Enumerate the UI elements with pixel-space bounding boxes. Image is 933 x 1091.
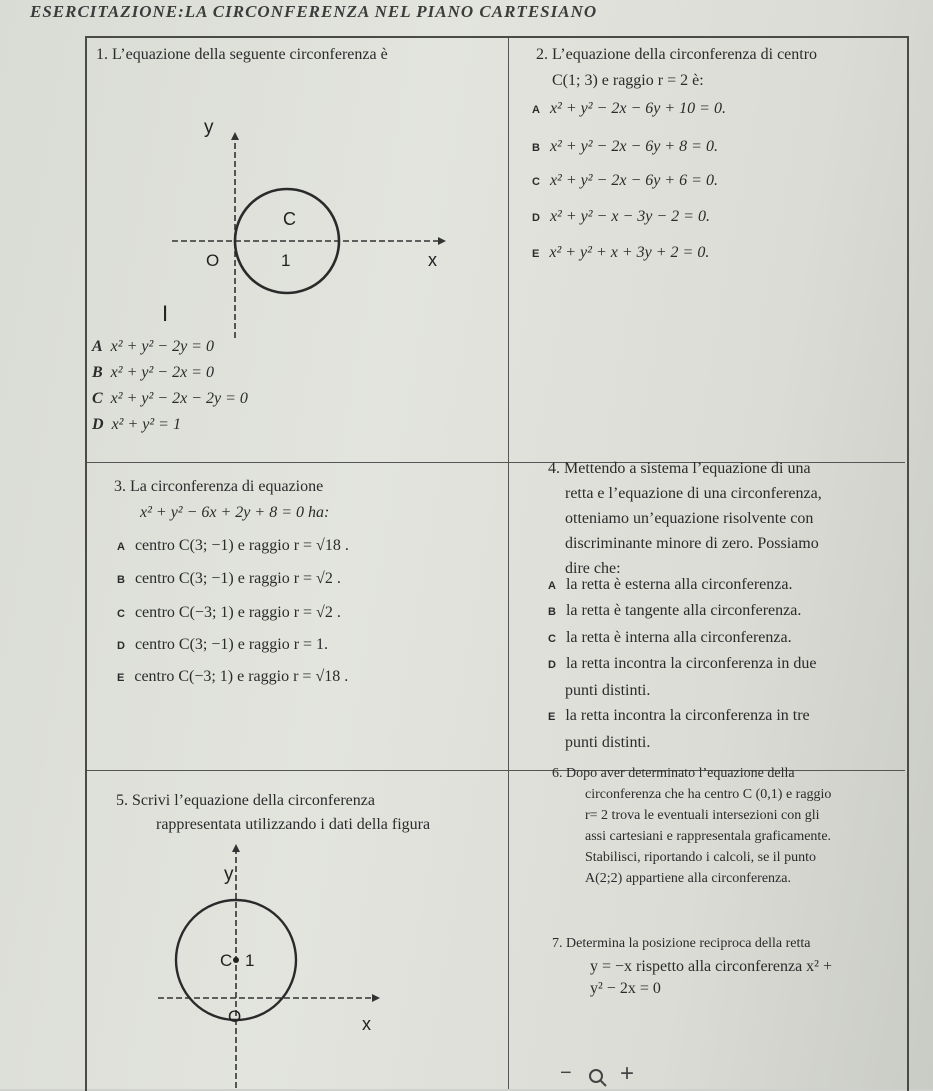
q2-option-b[interactable]: B x² + y² − 2x − 6y + 8 = 0. xyxy=(532,138,718,155)
column-divider xyxy=(508,38,509,1089)
q5-y-label: y xyxy=(224,864,234,885)
q6-line5: Stabilisci, riportando i calcoli, se il punto xyxy=(585,850,816,865)
q5-line2: rappresentata utilizzando i dati della figura xyxy=(156,816,431,833)
q4-line1: 4. Mettendo a sistema l’equazione di una xyxy=(548,460,811,477)
q1-graph xyxy=(150,100,460,340)
q4-option-e-cont: punti distinti. xyxy=(565,734,651,751)
zoom-in-button[interactable]: + xyxy=(620,1060,635,1087)
text-cursor-icon: I xyxy=(162,301,169,326)
q3-option-b[interactable]: B centro C(3; −1) e raggio r = √2 . xyxy=(117,570,341,587)
q4-option-b[interactable]: B la retta è tangente alla circonferenza. xyxy=(548,602,802,619)
q1-option-d[interactable]: D x² + y² = 1 xyxy=(92,416,181,433)
q2-option-c[interactable]: C x² + y² − 2x − 6y + 6 = 0. xyxy=(532,172,718,189)
q4-line4: discriminante minore di zero. Possiamo xyxy=(565,535,819,552)
q4-line2: retta e l’equazione di una circonferenza, xyxy=(565,485,822,502)
q2-option-d[interactable]: D x² + y² − x − 3y − 2 = 0. xyxy=(532,208,710,225)
q3-line1: 3. La circonferenza di equazione xyxy=(114,478,324,495)
q3-line2: x² + y² − 6x + 2y + 8 = 0 ha: xyxy=(140,504,330,521)
q5-unit-label: 1 xyxy=(245,951,255,970)
q7-line1: 7. Determina la posizione reciproca della retta xyxy=(552,936,811,951)
q5-line1: 5. Scrivi l’equazione della circonferenza xyxy=(116,792,375,809)
q5-center-label: C xyxy=(220,951,233,970)
q4-line3: otteniamo un’equazione risolvente con xyxy=(565,510,814,527)
q7-line2: y = −x rispetto alla circonferenza x² + xyxy=(590,958,832,975)
q7-line3: y² − 2x = 0 xyxy=(590,980,661,997)
q6-line1: 6. Dopo aver determinato l’equazione della xyxy=(552,766,795,781)
q4-line5: dire che: xyxy=(565,560,621,577)
q3-option-e[interactable]: E centro C(−3; 1) e raggio r = √18 . xyxy=(117,668,349,685)
q2-line1: 2. L’equazione della circonferenza di centro xyxy=(536,46,818,63)
q4-option-c[interactable]: C la retta è interna alla circonferenza. xyxy=(548,629,792,646)
q3-option-d[interactable]: D centro C(3; −1) e raggio r = 1. xyxy=(117,636,329,653)
zoom-out-button[interactable]: − xyxy=(560,1062,572,1084)
q5-x-label: x xyxy=(362,1014,371,1034)
q1-circle xyxy=(235,189,339,293)
q1-x-arrow xyxy=(438,237,446,245)
q1-title: 1. L’equazione della seguente circonferenza è xyxy=(96,46,388,63)
q6-line2: circonferenza che ha centro C (0,1) e raggio xyxy=(585,787,832,802)
q6-line3: r= 2 trova le eventuali intersezioni con gli xyxy=(585,808,820,823)
q4-option-d-cont: punti distinti. xyxy=(565,682,651,699)
q4-option-d[interactable]: D la retta incontra la circonferenza in due xyxy=(548,655,817,672)
q4-option-a[interactable]: A la retta è esterna alla circonferenza. xyxy=(548,576,793,593)
q6-line6: A(2;2) appartiene alla circonferenza. xyxy=(585,871,791,886)
q2-line2: C(1; 3) e raggio r = 2 è: xyxy=(552,72,704,89)
q5-y-arrow xyxy=(232,844,240,852)
q6-line4: assi cartesiani e rappresentala graficamente. xyxy=(585,829,832,844)
q3-option-c[interactable]: C centro C(−3; 1) e raggio r = √2 . xyxy=(117,604,341,621)
q1-option-b[interactable]: B x² + y² − 2x = 0 xyxy=(92,364,214,381)
q1-option-a[interactable]: A x² + y² − 2y = 0 xyxy=(92,338,214,355)
zoom-icon[interactable] xyxy=(588,1068,608,1088)
q1-center-label: C xyxy=(283,209,296,229)
q5-center-dot xyxy=(233,957,239,963)
q3-option-a[interactable]: A centro C(3; −1) e raggio r = √18 . xyxy=(117,537,349,554)
q5-origin-label: O xyxy=(228,1007,242,1026)
q1-option-c[interactable]: C x² + y² − 2x − 2y = 0 xyxy=(92,390,248,407)
q2-option-e[interactable]: E x² + y² + x + 3y + 2 = 0. xyxy=(532,244,710,261)
q1-y-arrow xyxy=(231,132,239,140)
zoom-toolbar xyxy=(540,1060,650,1089)
q1-x-label: x xyxy=(428,250,437,270)
q4-option-e[interactable]: E la retta incontra la circonferenza in tre xyxy=(548,707,810,724)
q2-option-a[interactable]: A x² + y² − 2x − 6y + 10 = 0. xyxy=(532,100,726,117)
q5-graph xyxy=(150,840,400,1089)
page-title: ESERCITAZIONE:LA CIRCONFERENZA NEL PIANO CARTESIANO xyxy=(30,2,598,21)
q5-x-arrow xyxy=(372,994,380,1002)
q1-unit-label: 1 xyxy=(281,251,291,270)
q1-y-label: y xyxy=(204,117,214,138)
q1-origin-label: O xyxy=(206,251,220,270)
